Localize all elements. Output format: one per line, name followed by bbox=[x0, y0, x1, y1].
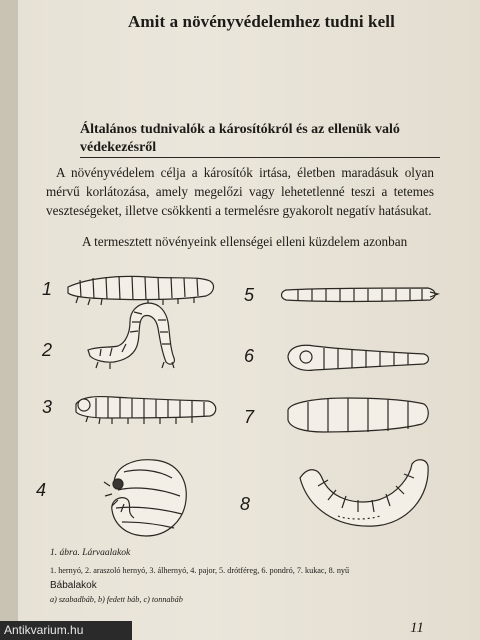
pupa-heading: Bábalakok bbox=[50, 580, 97, 591]
figure-label-6: 6 bbox=[244, 346, 255, 366]
larva-4-grub bbox=[104, 460, 186, 536]
figure-caption-items: 1. hernyó, 2. araszoló hernyó, 3. álhernyó, 4. pajor, 5. drótféreg, 6. pondró, 7. kukac, 8. nyű bbox=[50, 566, 350, 575]
larva-2-looper bbox=[88, 303, 174, 369]
larva-1-caterpillar bbox=[68, 276, 213, 306]
page-title: Amit a növényvédelemhez tudni kell bbox=[128, 12, 395, 31]
larva-3-sawfly bbox=[76, 397, 216, 424]
figure-label-4: 4 bbox=[36, 480, 47, 500]
page-number: 11 bbox=[410, 620, 424, 636]
pupa-items: a) szabadbáb, b) fedett báb, c) tonnabáb bbox=[50, 595, 183, 604]
larva-figure bbox=[18, 0, 480, 640]
figure-label-8: 8 bbox=[240, 494, 251, 514]
figure-label-3: 3 bbox=[42, 397, 53, 417]
paragraph-1: A növényvédelem célja a károsítók irtása, életben maradásuk olyan mérvű korlátozása, amely megelőzi vagy lehetetlenné teszi a tetemes veszteségeket, illetve csökkenti a termelésre gyakorolt negatív hatásukat. bbox=[46, 165, 434, 218]
section-title: Általános tudnivalók a károsítókról és az ellenük való védekezésről bbox=[80, 122, 400, 155]
paragraph-2: A termesztett növényeink ellenségei elleni küzdelem azonban bbox=[82, 234, 408, 249]
watermark-logo: Antikvarium.hu bbox=[0, 621, 132, 640]
figure-caption-title: 1. ábra. Lárvaalakok bbox=[50, 548, 131, 558]
book-page bbox=[18, 0, 480, 640]
figure-label-5: 5 bbox=[244, 285, 255, 305]
larva-8-nyu bbox=[300, 460, 428, 526]
figure-label-1: 1 bbox=[42, 279, 53, 299]
larva-7-kukac bbox=[288, 398, 428, 432]
larva-6-pondro bbox=[288, 345, 429, 370]
larva-5-wireworm bbox=[282, 288, 439, 302]
figure-label-2: 2 bbox=[42, 340, 53, 360]
figure-label-7: 7 bbox=[244, 407, 255, 427]
